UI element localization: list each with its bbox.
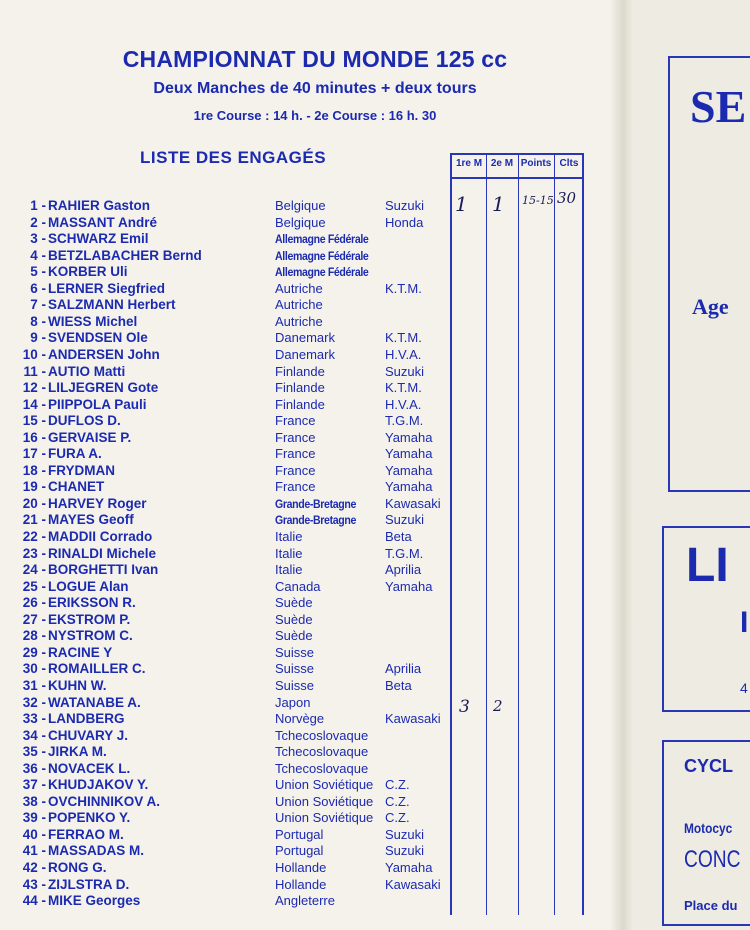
entrant-name: ANDERSEN John — [48, 346, 160, 362]
list-item — [0, 711, 450, 727]
entrant-name: MADDII Corrado — [48, 529, 153, 544]
entrant-country: Suisse — [275, 644, 315, 660]
list-item — [0, 529, 450, 545]
entrant-make: Suzuki — [385, 826, 425, 842]
entrant-number: 22 - — [22, 529, 46, 544]
handwritten-ranking-row1: 30 — [557, 189, 577, 207]
right-page-ad-text: SE — [690, 81, 747, 132]
entrant-number: 42 - — [22, 860, 46, 875]
entrant-make: Yamaha — [385, 429, 433, 445]
entrant-country: France — [275, 429, 316, 445]
list-item — [0, 843, 450, 859]
entrant-country: Finlande — [275, 396, 325, 412]
entrant-make: Kawasaki — [385, 711, 441, 727]
entrant-country: Union Soviétique — [275, 793, 374, 809]
entrant-country: Suède — [275, 611, 313, 627]
entrant-number: 23 - — [22, 545, 46, 561]
entrant-number: 4 - — [30, 247, 46, 263]
list-item — [0, 496, 450, 512]
col-header-race1: 1re M — [455, 158, 483, 169]
entrant-number: 24 - — [22, 562, 46, 578]
list-item — [0, 546, 450, 562]
entrant-country: Canada — [275, 578, 321, 594]
entrant-name: CHUVARY J. — [48, 727, 129, 743]
entrant-name: BORGHETTI Ivan — [48, 562, 159, 578]
right-page-ad-text: Motocyc — [684, 820, 733, 836]
entrant-number: 40 - — [22, 826, 46, 842]
entrant-country: Grande-Bretagne — [275, 496, 356, 511]
list-item — [0, 380, 450, 396]
entrant-name: CHANET — [48, 479, 105, 495]
entrant-number: 30 - — [22, 661, 46, 677]
entrant-number: 29 - — [22, 644, 46, 660]
entrant-number: 12 - — [22, 380, 46, 396]
right-page-ad-text: 4 — [740, 680, 748, 696]
list-item — [0, 877, 450, 893]
right-page-ad-text: I — [740, 606, 749, 639]
list-item — [0, 264, 450, 280]
list-item — [0, 827, 450, 843]
entrant-number: 18 - — [22, 462, 46, 478]
entrant-country: Tchecoslovaque — [275, 744, 369, 760]
entrant-country: Danemark — [275, 330, 335, 346]
entrant-name: ZIJLSTRA D. — [48, 876, 130, 892]
entrant-make: Kawasaki — [385, 495, 441, 511]
entrant-make: Suzuki — [385, 512, 425, 528]
entrant-number: 6 - — [30, 280, 46, 296]
entrant-number: 5 - — [30, 264, 46, 280]
entrant-country: France — [275, 413, 316, 429]
entrant-number: 21 - — [22, 512, 46, 528]
entrant-country: Grande-Bretagne — [275, 513, 356, 528]
right-page-ad-text: CYCL — [684, 756, 733, 776]
list-item — [0, 777, 450, 793]
entrant-country: Finlande — [275, 363, 325, 379]
entrant-make: Kawasaki — [385, 876, 441, 892]
handwritten-race1-row1: 1 — [455, 192, 468, 216]
entrant-country: Autriche — [275, 313, 323, 329]
entrant-number: 26 - — [22, 595, 46, 611]
entrant-number: 33 - — [22, 711, 46, 727]
entrant-number: 11 - — [23, 363, 46, 379]
entrant-make: H.V.A. — [385, 396, 422, 412]
results-grid — [450, 153, 584, 915]
list-item — [0, 314, 450, 330]
entrant-name: RAHIER Gaston — [48, 198, 151, 213]
entrant-name: SVENDSEN Ole — [48, 330, 148, 346]
grid-divider — [486, 153, 487, 915]
entrant-make: T.G.M. — [385, 545, 424, 561]
entrant-name: FURA A. — [48, 446, 102, 462]
list-item — [0, 661, 450, 677]
list-item — [0, 297, 450, 313]
list-item — [0, 695, 450, 711]
entrant-country: Japon — [275, 694, 311, 710]
entrant-number: 44 - — [22, 893, 46, 909]
entrant-number: 34 - — [22, 727, 46, 743]
entrant-number: 25 - — [22, 578, 46, 594]
entrant-country: Union Soviétique — [275, 810, 374, 826]
list-item — [0, 479, 450, 495]
list-item — [0, 595, 450, 611]
handwritten-race1-row32: 3 — [459, 697, 470, 717]
entrant-make: Yamaha — [385, 462, 433, 478]
entrant-country: Italie — [275, 562, 303, 578]
entrant-number: 16 - — [22, 429, 46, 445]
entrant-number: 2 - — [30, 214, 46, 230]
entrant-country: Allemagne Fédérale — [275, 265, 369, 280]
handwritten-race2-row32: 2 — [493, 697, 503, 715]
entrant-name: MAYES Geoff — [48, 512, 134, 528]
list-item — [0, 364, 450, 380]
entrant-country: Italie — [275, 545, 303, 561]
entrant-country: Finlande — [275, 380, 325, 396]
grid-divider — [554, 153, 555, 915]
entrant-country: Autriche — [275, 297, 323, 313]
entrant-name: GERVAISE P. — [48, 429, 132, 445]
entrant-number: 1 - — [30, 198, 46, 213]
entrant-country: Portugal — [275, 843, 324, 859]
entrant-name: NOVACEK L. — [48, 760, 131, 776]
entrant-country: Allemagne Fédérale — [275, 248, 369, 263]
entrant-number: 43 - — [22, 876, 46, 892]
entrant-number: 19 - — [22, 479, 46, 495]
entrant-country: Italie — [275, 529, 303, 544]
entrant-number: 31 - — [22, 677, 46, 693]
entrant-name: LERNER Siegfried — [48, 280, 166, 296]
list-item — [0, 860, 450, 876]
entrant-name: LILJEGREN Gote — [48, 380, 159, 396]
entrant-country: Autriche — [275, 280, 323, 296]
entrant-name: PIIPPOLA Pauli — [48, 396, 147, 412]
entrant-name: ERIKSSON R. — [48, 595, 136, 611]
entrant-name: JIRKA M. — [48, 744, 107, 760]
list-item — [0, 761, 450, 777]
col-header-ranking: Clts — [559, 158, 579, 169]
handwritten-race2-row1: 1 — [492, 192, 505, 216]
list-item — [0, 628, 450, 644]
entrant-name: LOGUE Alan — [48, 578, 129, 594]
entrant-make: K.T.M. — [385, 280, 422, 296]
list-item — [0, 678, 450, 694]
list-item — [0, 281, 450, 297]
list-item — [0, 215, 450, 231]
entrant-name: KORBER Uli — [48, 264, 128, 280]
entrant-make: K.T.M. — [385, 380, 422, 396]
entrant-name: MIKE Georges — [48, 893, 141, 909]
entrant-number: 28 - — [22, 628, 46, 644]
list-item — [0, 330, 450, 346]
entrant-make: Suzuki — [385, 843, 425, 859]
entrant-name: KUHN W. — [48, 677, 107, 693]
entrant-country: Belgique — [275, 198, 326, 213]
entrant-number: 41 - — [22, 843, 46, 859]
list-item — [0, 562, 450, 578]
list-item — [0, 579, 450, 595]
entrants-list-title: LISTE DES ENGAGÉS — [140, 148, 327, 167]
entrant-name: SALZMANN Herbert — [48, 297, 176, 313]
list-item — [0, 463, 450, 479]
list-item — [0, 810, 450, 826]
entrant-make: Yamaha — [385, 578, 433, 594]
entrant-country: Danemark — [275, 346, 335, 362]
list-item — [0, 512, 450, 528]
list-item — [0, 347, 450, 363]
entrant-name: BETZLABACHER Bernd — [48, 247, 202, 263]
entrant-make: H.V.A. — [385, 346, 422, 362]
grid-divider — [518, 153, 519, 915]
entrant-country: Hollande — [275, 860, 327, 875]
handwritten-points-row1: 15-15 — [522, 194, 554, 207]
entrant-number: 9 - — [30, 330, 46, 346]
entrant-name: WATANABE A. — [48, 694, 141, 710]
entrant-country: Suisse — [275, 661, 315, 677]
list-item — [0, 893, 450, 909]
entrant-country: Allemagne Fédérale — [275, 232, 369, 247]
entrant-name: SCHWARZ Emil — [48, 231, 149, 247]
entrant-make: Honda — [385, 214, 424, 230]
entrant-name: AUTIO Matti — [48, 363, 126, 379]
entrant-name: FRYDMAN — [48, 462, 115, 478]
page-title: CHAMPIONNAT DU MONDE 125 cc — [122, 46, 508, 72]
entrant-make: Aprilia — [385, 661, 422, 677]
entrant-make: Suzuki — [385, 363, 425, 379]
entrant-number: 35 - — [22, 744, 46, 760]
entrant-make: Yamaha — [385, 446, 433, 462]
entrant-name: RACINE Y — [48, 644, 113, 660]
entrant-country: Union Soviétique — [275, 777, 374, 793]
entrant-make: C.Z. — [385, 793, 410, 809]
entrant-make: Beta — [385, 677, 412, 693]
entrant-name: OVCHINNIKOV A. — [48, 793, 161, 809]
entrant-name: RINALDI Michele — [48, 545, 157, 561]
entrant-number: 38 - — [22, 793, 46, 809]
right-page-ad-text: CONC — [684, 846, 741, 873]
entrant-number: 20 - — [22, 495, 46, 511]
entrant-country: France — [275, 446, 316, 462]
entrant-name: FERRAO M. — [48, 826, 124, 842]
entrant-name: EKSTROM P. — [48, 611, 131, 627]
right-page-ad-text: LI — [686, 539, 729, 592]
entrant-number: 37 - — [22, 777, 46, 793]
entrant-number: 3 - — [30, 231, 46, 247]
entrant-country: Norvège — [275, 711, 325, 727]
entrant-name: HARVEY Roger — [48, 495, 147, 511]
col-header-points: Points — [520, 158, 552, 169]
list-item — [0, 645, 450, 661]
entrant-make: Yamaha — [385, 479, 433, 495]
entrant-make: Yamaha — [385, 860, 433, 875]
entrant-name: KHUDJAKOV Y. — [48, 777, 149, 793]
list-item — [0, 446, 450, 462]
entrant-number: 39 - — [22, 810, 46, 826]
entrant-country: Portugal — [275, 826, 324, 842]
entrant-make: C.Z. — [385, 777, 410, 793]
entrant-name: NYSTROM C. — [48, 628, 133, 644]
entrant-name: ROMAILLER C. — [48, 661, 146, 677]
list-item — [0, 430, 450, 446]
entrant-make: Suzuki — [385, 198, 425, 213]
right-page-ad-text: Place du — [684, 898, 738, 913]
entrant-country: France — [275, 462, 316, 478]
entrant-country: Tchecoslovaque — [275, 727, 369, 743]
col-header-race2: 2e M — [490, 158, 514, 169]
entrant-number: 10 - — [22, 346, 46, 362]
entrant-country: Suède — [275, 628, 313, 644]
entrant-number: 7 - — [30, 297, 46, 313]
entrant-make: Aprilia — [385, 562, 422, 578]
list-item — [0, 794, 450, 810]
entrant-name: LANDBERG — [48, 711, 125, 727]
entrant-make: K.T.M. — [385, 330, 422, 346]
page-gutter — [610, 0, 632, 930]
entrant-name: MASSANT André — [48, 214, 158, 230]
entrant-country: France — [275, 479, 316, 495]
page-subtitle: Deux Manches de 40 minutes + deux tours — [153, 80, 477, 97]
entrant-country: Tchecoslovaque — [275, 760, 369, 776]
right-page-ad-text: Age — [692, 294, 729, 319]
list-item — [0, 248, 450, 264]
entrant-country: Belgique — [275, 214, 326, 230]
list-item — [0, 198, 450, 214]
entrant-name: DUFLOS D. — [48, 413, 121, 429]
list-item — [0, 231, 450, 247]
entrant-country: Hollande — [275, 876, 327, 892]
entrant-country: Suède — [275, 595, 313, 611]
entrant-number: 36 - — [22, 760, 46, 776]
entrant-make: T.G.M. — [385, 413, 424, 429]
entrant-country: Suisse — [275, 677, 315, 693]
entrant-name: WIESS Michel — [48, 313, 138, 329]
entrant-number: 27 - — [22, 611, 46, 627]
list-item — [0, 413, 450, 429]
entrant-number: 15 - — [22, 413, 46, 429]
list-item — [0, 397, 450, 413]
entrant-name: MASSADAS M. — [48, 843, 145, 859]
race-schedule: 1re Course : 14 h. - 2e Course : 16 h. 30 — [193, 108, 437, 123]
list-item — [0, 612, 450, 628]
entrant-name: POPENKO Y. — [48, 810, 131, 826]
entrant-make: C.Z. — [385, 810, 410, 826]
entrant-name: RONG G. — [48, 860, 107, 875]
entrant-number: 14 - — [22, 396, 46, 412]
list-item — [0, 728, 450, 744]
entrant-number: 32 - — [22, 694, 46, 710]
list-item — [0, 744, 450, 760]
entrant-number: 17 - — [22, 446, 46, 462]
entrant-number: 8 - — [30, 313, 46, 329]
entrant-make: Beta — [385, 529, 412, 544]
entrant-country: Angleterre — [275, 893, 335, 909]
